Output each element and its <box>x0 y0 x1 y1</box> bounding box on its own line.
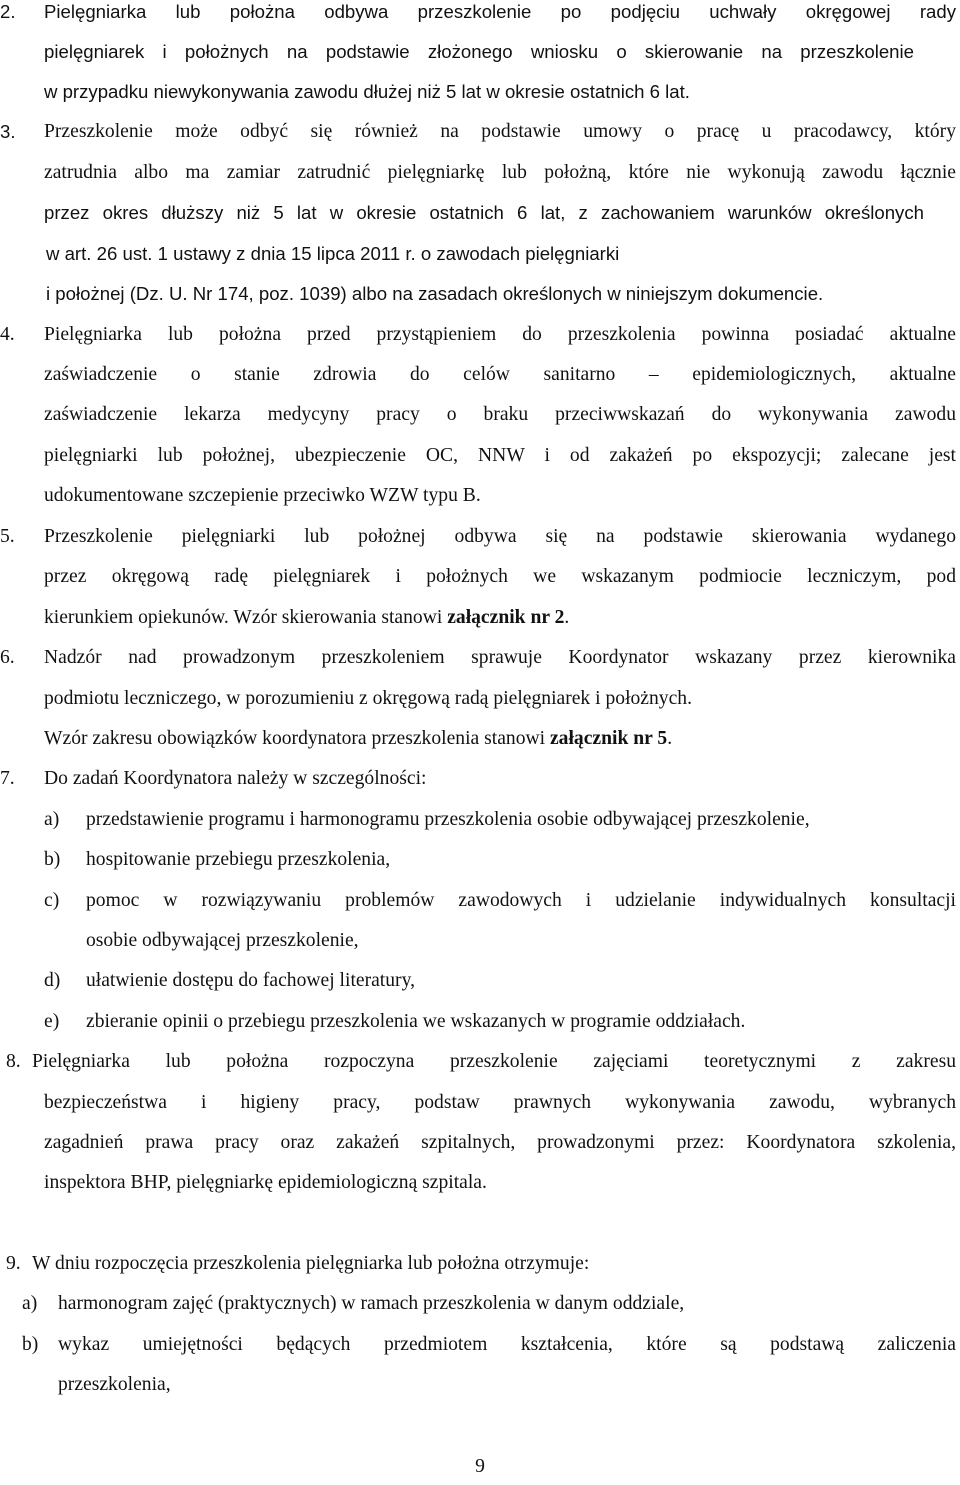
line-text: . <box>564 607 570 628</box>
paragraph-line: w przypadku niewykonywania zawodu dłużej niż 5 lat w okresie ostatnich 6 lat. <box>44 81 690 102</box>
item-number: 4. <box>0 324 15 345</box>
attachment-reference: załącznik nr 2 <box>447 607 565 628</box>
paragraph-line: Pielęgniarka lub położna odbywa przeszkolenie po podjęciu uchwały okręgowej rady <box>44 1 956 22</box>
paragraph-line: Nadzór nad prowadzonym przeszkoleniem sprawuje Koordynator wskazany przez kierownika <box>44 647 956 668</box>
paragraph-line: inspektora BHP, pielęgniarkę epidemiologiczną szpitala. <box>44 1172 487 1193</box>
subitem-text: pomoc w rozwiązywaniu problemów zawodowych i udzielanie indywidualnych konsultacji <box>86 890 956 911</box>
paragraph-line: zaświadczenie o stanie zdrowia do celów sanitarno – epidemiologicznych, aktualne <box>44 364 956 385</box>
item-number: 5. <box>0 526 15 547</box>
subitem-text: zbieranie opinii o przebiegu przeszkolenia we wskazanych w programie oddziałach. <box>86 1011 746 1032</box>
subitem-label: b) <box>22 1334 39 1355</box>
item-number: 3. <box>0 121 16 142</box>
paragraph-line <box>44 727 672 751</box>
subitem-label: e) <box>44 1011 60 1032</box>
page-number: 9 <box>475 1456 485 1477</box>
paragraph-line: przez okręgową radę pielęgniarek i położnych we wskazanym podmiocie leczniczym, pod <box>44 566 956 587</box>
paragraph-line: Do zadań Koordynatora należy w szczególności: <box>44 768 427 789</box>
subitem-label: c) <box>44 890 60 911</box>
item-number: 2. <box>0 1 16 22</box>
paragraph-line: i położnej (Dz. U. Nr 174, poz. 1039) albo na zasadach określonych w niniejszym dokumencie. <box>46 283 824 304</box>
subitem-label: d) <box>44 970 61 991</box>
line-text: . <box>667 728 673 749</box>
paragraph-line: Pielęgniarka lub położna przed przystąpieniem do przeszkolenia powinna posiadać aktualne <box>44 324 956 345</box>
paragraph-line: Przeszkolenie może odbyć się również na podstawie umowy o pracę u pracodawcy, który <box>44 121 956 142</box>
paragraph-line: Przeszkolenie pielęgniarki lub położnej odbywa się na podstawie skierowania wydanego <box>44 526 956 547</box>
paragraph-line: W dniu rozpoczęcia przeszkolenia pielęgniarka lub położna otrzymuje: <box>32 1253 590 1274</box>
paragraph-line: w art. 26 ust. 1 ustawy z dnia 15 lipca 2011 r. o zawodach pielęgniarki <box>46 243 620 264</box>
subitem-text: ułatwienie dostępu do fachowej literatury, <box>86 970 415 991</box>
subitem-text: przedstawienie programu i harmonogramu przeszkolenia osobie odbywającej przeszkolenie, <box>86 809 810 830</box>
item-number: 6. <box>0 647 15 668</box>
paragraph-line: pielęgniarek i położnych na podstawie złożonego wniosku o skierowanie na przeszkolenie <box>44 41 914 62</box>
paragraph-line: Pielęgniarka lub położna rozpoczyna przeszkolenie zajęciami teoretycznymi z zakresu <box>32 1051 956 1072</box>
paragraph-line: przez okres dłuższy niż 5 lat w okresie ostatnich 6 lat, z zachowaniem warunków określonych <box>44 202 924 223</box>
line-text: Wzór zakresu obowiązków koordynatora przeszkolenia stanowi <box>44 728 550 749</box>
item-number: 8. <box>6 1051 21 1072</box>
subitem-text: osobie odbywającej przeszkolenie, <box>86 930 359 951</box>
paragraph-line: pielęgniarki lub położnej, ubezpieczenie OC, NNW i od zakażeń po ekspozycji; zalecane jest <box>44 445 956 466</box>
paragraph-line: zagadnień prawa pracy oraz zakażeń szpitalnych, prowadzonymi przez: Koordynatora szkolenia, <box>44 1132 956 1153</box>
subitem-text: hospitowanie przebiegu przeszkolenia, <box>86 849 391 870</box>
subitem-text: przeszkolenia, <box>58 1374 171 1395</box>
paragraph-line: zaświadczenie lekarza medycyny pracy o braku przeciwwskazań do wykonywania zawodu <box>44 404 956 425</box>
paragraph-line: bezpieczeństwa i higieny pracy, podstaw prawnych wykonywania zawodu, wybranych <box>44 1092 956 1113</box>
subitem-label: b) <box>44 849 61 870</box>
paragraph-line <box>44 606 569 630</box>
subitem-text: wykaz umiejętności będących przedmiotem kształcenia, które są podstawą zaliczenia <box>58 1334 956 1355</box>
item-number: 7. <box>0 768 15 789</box>
paragraph-line: podmiotu leczniczego, w porozumieniu z okręgową radą pielęgniarek i położnych. <box>44 688 692 709</box>
paragraph-line: zatrudnia albo ma zamiar zatrudnić pielęgniarkę lub położną, które nie wykonują zawodu łącznie <box>44 162 956 183</box>
paragraph-line: udokumentowane szczepienie przeciwko WZW typu B. <box>44 485 481 506</box>
attachment-reference: załącznik nr 5 <box>549 728 668 749</box>
line-text: kierunkiem opiekunów. Wzór skierowania stanowi <box>44 607 448 628</box>
item-number: 9. <box>6 1253 21 1274</box>
subitem-label: a) <box>22 1293 38 1314</box>
subitem-label: a) <box>44 809 60 830</box>
subitem-text: harmonogram zajęć (praktycznych) w ramach przeszkolenia w danym oddziale, <box>58 1293 685 1314</box>
